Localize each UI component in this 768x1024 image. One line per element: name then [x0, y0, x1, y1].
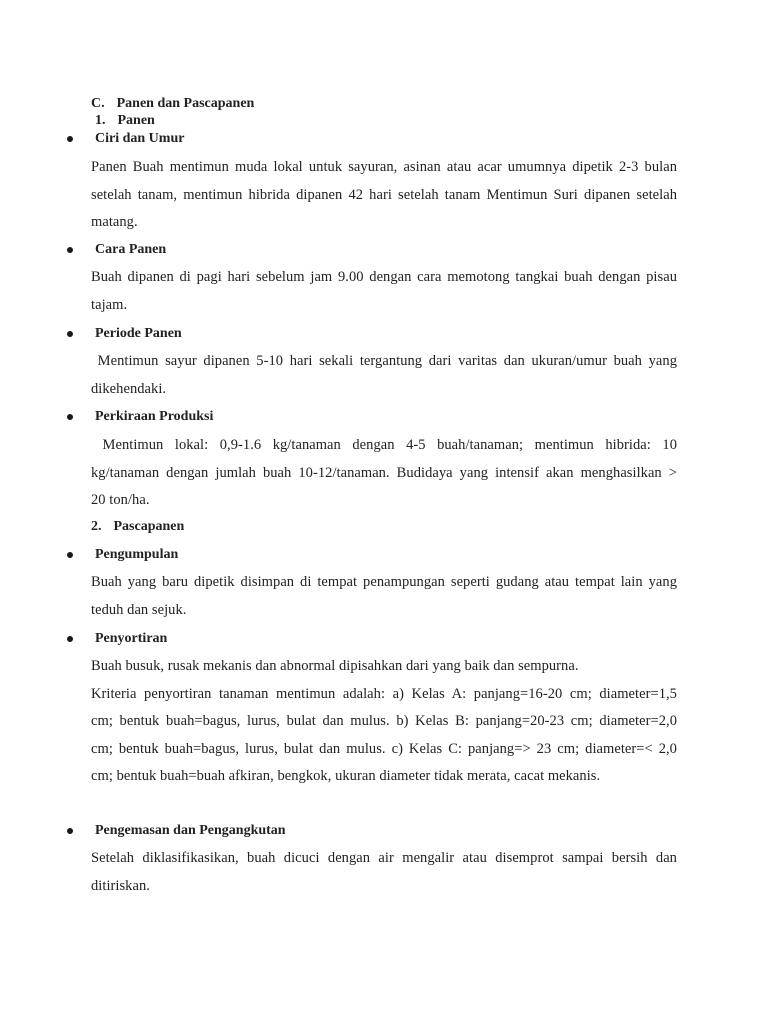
- item-heading-cara: Cara Panen: [95, 242, 167, 257]
- item-heading-ciri: Ciri dan Umur: [95, 131, 185, 146]
- section-heading: [91, 95, 254, 113]
- subsection-heading-pascapanen: [91, 518, 184, 536]
- paragraph-line: cm; bentuk buah=buah afkiran, bengkok, ukuran diameter tidak merata, cacat mekanis.: [91, 768, 601, 784]
- paragraph-periode: [91, 348, 677, 403]
- paragraph-line: kg/tanaman dengan jumlah buah 10-12/tanaman. Budidaya yang intensif akan menghasilkan >: [91, 464, 677, 481]
- section-title: Panen dan Pascapanen: [116, 96, 255, 111]
- subsection-number: 1.: [95, 113, 106, 128]
- bullet-icon: [67, 636, 73, 642]
- paragraph-line: Buah yang baru dipetik disimpan di tempat penampungan seperti gudang atau tempat lain yang: [91, 574, 677, 590]
- item-heading-pengemasan: Pengemasan dan Pengangkutan: [95, 823, 286, 838]
- bullet-icon: [67, 828, 73, 834]
- paragraph-line: dikehendaki.: [91, 380, 167, 397]
- bullet-icon: [67, 552, 73, 558]
- paragraph-line: Buah busuk, rusak mekanis dan abnormal dipisahkan dari yang baik dan sempurna.: [91, 658, 579, 674]
- subsection-title: Panen: [117, 113, 155, 128]
- paragraph-pengemasan: [91, 845, 677, 900]
- paragraph-line: setelah tanam, mentimun hibrida dipanen 42 hari setelah tanam Mentimun Suri dipanen setelah: [91, 186, 677, 203]
- paragraph-line: tajam.: [91, 296, 128, 313]
- paragraph-line: Mentimun lokal: 0,9-1.6 kg/tanaman dengan 4-5 buah/tanaman; mentimun hibrida: 10: [91, 437, 677, 453]
- bullet-icon: [67, 331, 73, 337]
- paragraph-line: 20 ton/ha.: [91, 492, 150, 508]
- bullet-icon: [67, 247, 73, 253]
- subsection-number: 2.: [91, 519, 102, 534]
- paragraph-line: cm; bentuk buah=bagus, lurus, bulat dan mulus. c) Kelas C: panjang=> 23 cm; diameter=< 2,0: [91, 740, 677, 757]
- item-heading-penyortiran: Penyortiran: [95, 631, 168, 646]
- paragraph-line: Mentimun sayur dipanen 5-10 hari sekali tergantung dari varitas dan ukuran/umur buah yang: [91, 353, 677, 369]
- paragraph-line: Kriteria penyortiran tanaman mentimun adalah: a) Kelas A: panjang=16-20 cm; diameter=1,5: [91, 685, 677, 702]
- paragraph-ciri: [91, 154, 677, 237]
- paragraph-cara: [91, 264, 677, 319]
- paragraph-line: Buah dipanen di pagi hari sebelum jam 9.00 dengan cara memotong tangkai buah dengan pisau: [91, 269, 677, 285]
- item-heading-periode: Periode Panen: [95, 326, 182, 341]
- paragraph-pengumpulan: [91, 569, 677, 624]
- paragraph-line: ditiriskan.: [91, 877, 150, 894]
- bullet-icon: [67, 414, 73, 420]
- subsection-title: Pascapanen: [113, 519, 185, 534]
- paragraph-penyortiran: [91, 653, 677, 791]
- section-letter: C.: [91, 96, 105, 111]
- paragraph-line: cm; bentuk buah=bagus, lurus, bulat dan mulus. b) Kelas B: panjang=20-23 cm; diameter=2,0: [91, 713, 677, 729]
- item-heading-pengumpulan: Pengumpulan: [95, 547, 179, 562]
- paragraph-line: Setelah diklasifikasikan, buah dicuci dengan air mengalir atau disemprot sampai bersih dan: [91, 850, 677, 866]
- paragraph-line: matang.: [91, 214, 138, 230]
- paragraph-perkiraan: [91, 432, 677, 515]
- subsection-heading-panen: [95, 112, 155, 130]
- bullet-icon: [67, 136, 73, 142]
- paragraph-line: teduh dan sejuk.: [91, 601, 187, 618]
- paragraph-line: Panen Buah mentimun muda lokal untuk sayuran, asinan atau acar umumnya dipetik 2-3 bulan: [91, 159, 677, 175]
- item-heading-perkiraan: Perkiraan Produksi: [95, 409, 214, 424]
